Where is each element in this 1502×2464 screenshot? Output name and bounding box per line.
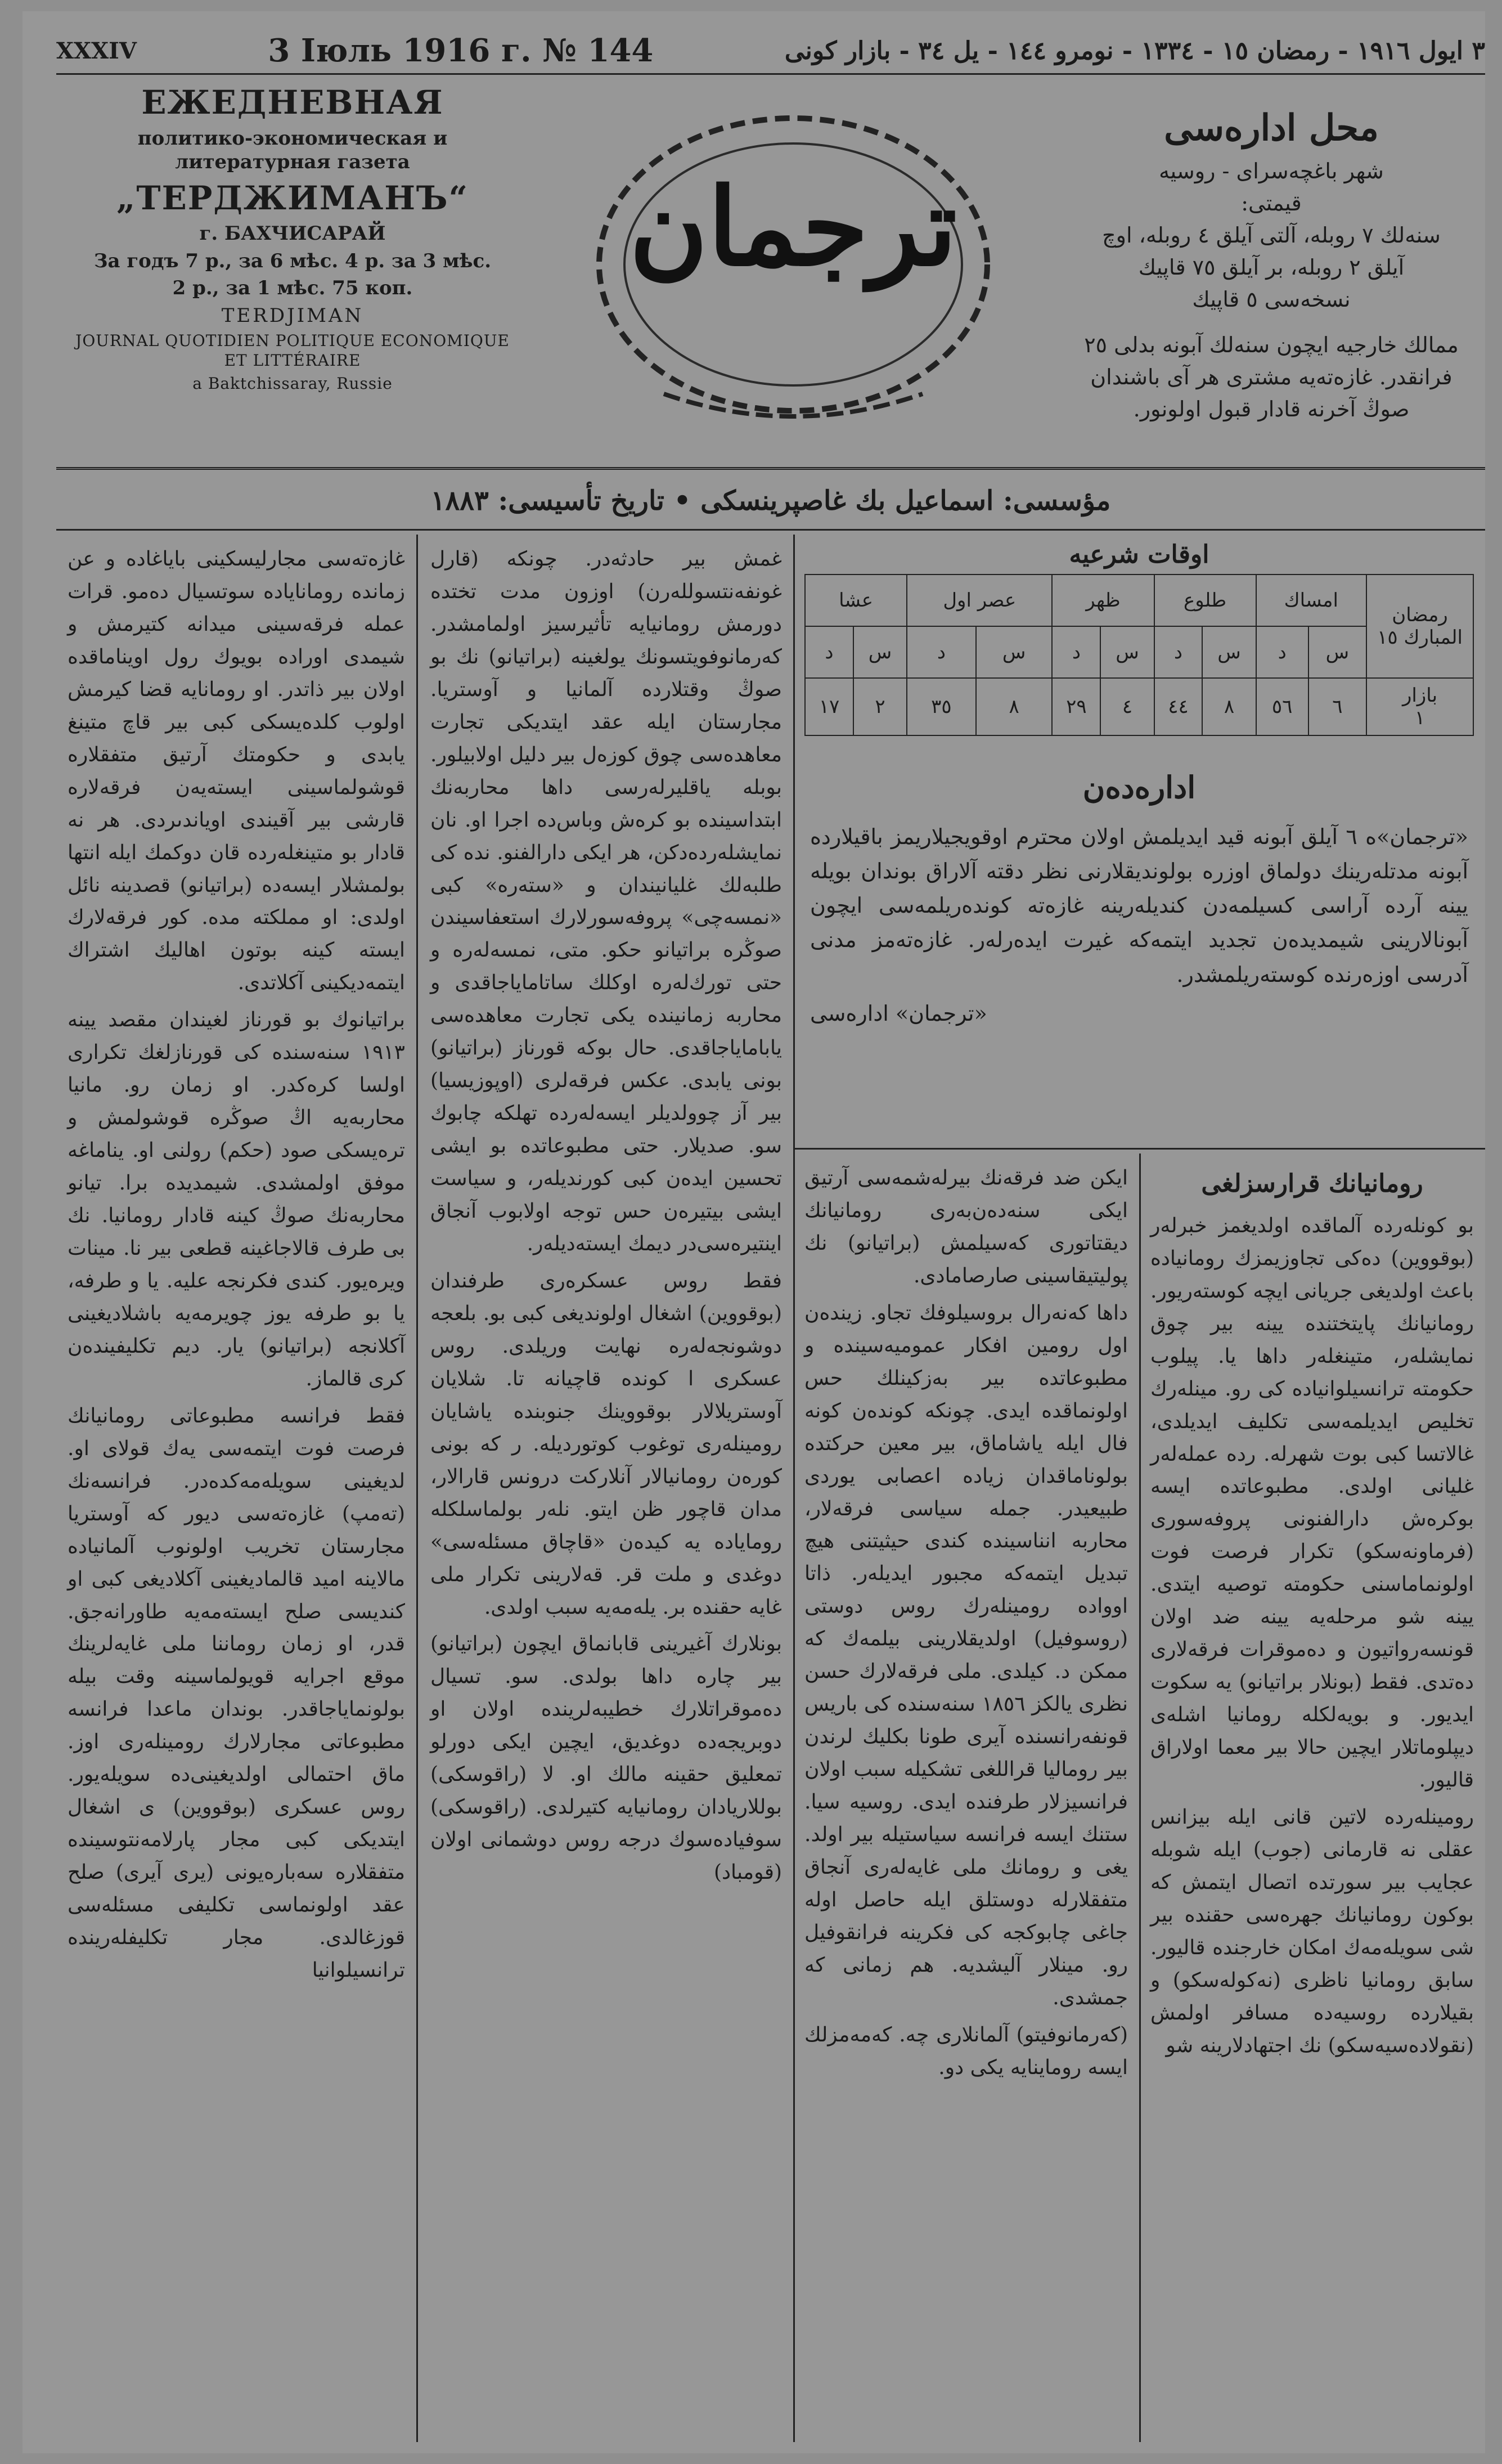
idaredan-body: «ترجمان»ه ٦ آيلق آبونه قيد ايديلمش اولان محترم اوقويجيلاريمز باقيلاردە آبونه مدتلەرينك دولماق اوزرە بولونديقلارنى نظر دقتە آلاراق بوندان بويله يينه آرده آراسى كسيلمه‌دن كنديلەرينه غازه‌تە كوندەريلمه‌سى ايچون آبونالارينى شيمديدەن تجديد ايتمه‌كه غيرت ايدەرلەر. غازه‌تەمز مدنى آدرسى اوزەرنده كوسته‌ريلمشدر.: [810, 824, 1468, 987]
col2-mid: فقط روس عسكرەرى طرفندان (بوقووين) اشغال اولوندیغى كبى بو. بلعجه دوشونجه‌لەرە نهايت وريلدى. روس عسكرى ا كونده قاچيانه تا. شلايان آوستريلالار بوقووينك جنوبنده ياشايان رومينلەرى توغوب كوتوردیلە. ر كه بونى كورەن رومانيالار آنلاركت درونس قارالار، مدان قاچور ظن ايتو. نلەر بولماسلكله روماياده يه كيدەن «قاچاق مسئله‌سى» دوغدى و ملت قر. قەلارينى تكرار ملى غايه حقنده بر. يلەمه‌يه سبب اولدى.: [430, 1269, 782, 1619]
col4-top: ايكن ضد فرقەنك بيرلەشمه‌سى آرتيق ايكى سنه‌دەن‌بەرى رومانيانك ديقتاتورى كەسيلمش (براتيانو) نك پوليتيقاسينى صارصامادى.: [804, 1166, 1128, 1287]
column-3: [1150, 1162, 1474, 2067]
unit-cell: د: [907, 626, 976, 678]
unit-cell: د: [1052, 626, 1100, 678]
value-cell: ٦: [1308, 678, 1366, 735]
office-line-5: نسخه‌سى ٥ قاپيك: [1192, 287, 1351, 312]
times-header-0: امساك: [1256, 575, 1366, 626]
column-4: [804, 1162, 1128, 2089]
col4-mid: داها كەنەرال بروسيلوفك تجاو. زيندەن اول رومين افكار عموميه‌سينده و مطبوعاتده بير بەزكينلك حس اولونماقده ايدى. چونكه كوندەن كونه فال ايله ياشاماق، بير معين حركتده بولوناماقدان زيادە اعصابى يوردى طبيعيدر. جمله سياسى فرقەلار، محاربه انناسينده كندى حيثيتنى هيچ تبديل ايتمه‌كه مجبور ايدیلەر. ذاتا اووادە رومينلەرك روس دوستى (روسوفيل) اولديقلارينى بيلمه‌ك كه ممكن د. كيلدى. ملى فرقەلارك حسن نظرى يالكز ١٨٥٦ سنه‌سنده كى باريس قونفه‌رانسندە آيرى طونا بكليك لرندن بير روماليا قراللغى تشكيله سبب اولان فرانسيزلار طرفنده ايدى. روسيه سيا. ستنك ايسه فرانسه سياستيله بير اولد. يغى و رومانك ملى غايه‌لەرى آنجاق متفقلارله دوستلق ايله حاصل اوله جاغى چابوكجه كى فكرينه فرانقوفيل رو. مينلار آليشديه. هم زمانى كه جمشدى.: [804, 1301, 1128, 2009]
masthead-title-logo: [579, 79, 1007, 456]
masthead-line-7: JOURNAL QUOTIDIEN POLITIQUE ECONOMIQUE ET LITTÉRAIRE: [75, 331, 510, 370]
idaredan-signature: «ترجمان» ادارەسى: [810, 1000, 987, 1026]
value-cell: ٤: [1100, 678, 1154, 735]
times-day-label: بازار: [1402, 684, 1438, 707]
col2-bot: بونلارك آغيرينى قابانماق ايچون (براتيانو) بير چاره داها بولدى. سو. تسيال ده‌موقراتلارك خطيبه‌لرينده اولان او دوبريجه‌ده دوغديق، ايچين ايكى دورلو تمعليق حقينه مالك او. لا (راقوسكى) بوللاريادان رومانيايه كتيرلدى. (راقوسكى) سوفياده‌سوك درجه روس دوشمانى اولان (قومباد): [430, 1632, 782, 1884]
office-title: محل ادارەسى: [1164, 107, 1379, 149]
table-row: [805, 575, 1473, 626]
value-cell: ٤٤: [1154, 678, 1203, 735]
times-date: رمضان المبارك ١٥: [1366, 575, 1473, 678]
masthead-line-1: политико-экономическая и литературная газета: [137, 127, 448, 173]
masthead-left: [62, 79, 523, 467]
issue-roman: XXXIV: [56, 37, 137, 64]
value-cell: ٢: [853, 678, 907, 735]
col1-mid: براتيانوك بو قورناز لغيندان مقصد يينه ١٩١٣ سنه‌سنده كى قورنازلغك تكرارى اولسا كرەكدر. او زمان رو. مانيا محاربه‌يه اڭ صوڭره قوشولمش و تره‌يسكى صود (حكم) رولنى او. يناماغه موفق اولمشدى. شيمديدە برا. تيانو محاربه‌نك صوڭ كينه قادار رومانيا. نك بى طرف قالاجاغينه قطعى بير نا. مينات ويره‌يور. كندى فكرنجه عليه. يا و طرفه، يا بو طرفه يوز چويرمه‌يه باشلاديغينى آكلانجه (براتيانو) يار. ديم تكليفيندەن كرى قالماز.: [68, 1008, 405, 1390]
value-cell: ٨: [1202, 678, 1256, 735]
unit-cell: د: [805, 626, 853, 678]
idaredan-notice: [810, 760, 1468, 1035]
col3-p1: بو كونلەرده آلماقده اولديغمز خبرلەر (بوقووين) دەكى تجاوزیمزك رومانياده باعث اولديغى جريانى ايچه كوستەريور. رومانيانك پايتختنده يينه بير چوق نمايشلەر، متينغلەر داها يا. پيلوب حكومته ترانسيلوانياده كى رو. مينلەرك تخليص ايديلمه‌سى تكليف ايديلدى، غالاتسا كبى بوت شهرلە. رده عمله‌لەر غليانى اولدى. مطبوعاتده ايسه بوكرەش دارالفنونى پروفه‌سورى (فرماونەسكو) تكرار فرصت فوت اولونماماسنى حكومته توصيه ايتدى. يينه شو مرحله‌يه يينه ضد اولان قونسه‌رواتيون و دەموقرات فرقەلارى ده‌تدى. فقط (بونلار براتيانو) يه سكوت ايديور. و بويەلكله رومانيا اشله‌ى ديپلوماتلار ايچين حالا بير معما اولاراق قاليور.: [1150, 1214, 1474, 1792]
masthead-line-3: г. БАХЧИСАРАЙ: [199, 222, 386, 245]
prayer-times-title: اوقات شرعيه: [1069, 540, 1209, 569]
value-cell: ٥٦: [1256, 678, 1308, 735]
times-header-3: عصر اول: [907, 575, 1052, 626]
times-header-2: ظهر: [1052, 575, 1154, 626]
col3-p2: رومينلەرده لاتين قانى ايله بيزانس عقلى نه قارمانى (جوب) ايله شوبله عجايب بير سورتده اتصال ايتمش كه بوكون رومانيانك جهرەسى حقنده بير شى سويلەمەك امكان خارجنده قاليور. سابق رومانيا ناظرى (نه‌كوله‌سكو) و بقيلارده روسيه‌ده مسافر اولمش (نقولادەسيه‌سكو) نك اجتهادلارينه شو: [1150, 1805, 1474, 2057]
prayer-times-table: [804, 574, 1474, 736]
col1-top: غازه‌تەسى مجارليسكينى باياغادە و عن زمانده روماناياده سوتسيال دەمو. قرات عمله فرقەسينى ميدانه كتيرمش و شيمدى اورادە بويوك رول اويناماقدە اولان بير ذاتدر. او رومانايه قضا كيرمش اولوب كلدەيسكى كبى بير قاچ متينغ يابدى و حكومتك آرتيق متفقلارە قوشولماسينى ايستەيەن فرقەلارە قارشى بير آقيندى اوياندىردى. هر نه قادار بو متينغلەردە قان دوكمك ايله انتها بولمشلار ايسەدە (براتيانو) قصدينه نائل اولدى: او مملكته مدە. كور فرقەلارك ايسته كينه بوتون اهاليك اشتراك ايتمه‌دیكينى آكلاتدى.: [68, 547, 405, 995]
founder-line: مؤسسى: اسماعيل بك غاصپرينسكى • تاريخ تأسيسى: ١٨٨٣: [56, 473, 1485, 531]
date-ar: ٣ ايول ١٩١٦ - رمضان ١٥ - ١٣٣٤ - نومرو ١٤٤ - يل ٣٤ - بازار كونى: [784, 36, 1485, 65]
title-ar: ترجمان: [629, 164, 957, 290]
column-1: [68, 543, 405, 1991]
masthead-line-6: TERDJIMAN: [221, 304, 364, 327]
seal-logo: [579, 79, 1007, 456]
masthead: [56, 79, 1485, 470]
idaredan-title: ادارەدەن: [1082, 769, 1196, 805]
newspaper-page: [23, 11, 1485, 2453]
masthead-line-0: ЕЖЕДНЕВНАЯ: [141, 83, 444, 122]
col4-bot: (كەرمانوفيتو) آلمانلارى چه. كەمه‌مزلك ايسه روماينايه يكى دو.: [804, 2023, 1128, 2079]
unit-cell: س: [1308, 626, 1366, 678]
office-line-6: ممالك خارجيه ايچون سنه‌لك آبونه بدلى ٢٥: [1084, 333, 1459, 357]
unit-cell: س: [1100, 626, 1154, 678]
masthead-line-2: „ТЕРДЖИМАНЪ“: [116, 178, 469, 217]
office-line-2: قيمتى:: [1241, 191, 1302, 216]
unit-cell: د: [1154, 626, 1203, 678]
column-rule-3: [1139, 1154, 1141, 2442]
value-cell: ٨: [976, 678, 1053, 735]
masthead-line-4: За годъ 7 р., за 6 мѣс. 4 р. за 3 мѣс.: [93, 249, 492, 272]
times-header-4: عشا: [805, 575, 907, 626]
column-2: [430, 543, 782, 1893]
article-title: رومانيانك قرارسزلغى: [1201, 1169, 1423, 1198]
header-strip: [56, 28, 1485, 75]
office-line-4: آيلق ٢ روبله، بر آيلق ٧٥ قاپيك: [1138, 255, 1405, 280]
section-rule: [793, 1148, 1485, 1150]
unit-cell: د: [1256, 626, 1308, 678]
masthead-right: [1069, 101, 1474, 425]
col1-bot: فقط فرانسه مطبوعاتى رومانيانك فرصت فوت ايتمه‌سى يەك قولاى او. لديغينى سويله‌مه‌كدەدر. فرانسەنك (تەمپ) غازه‌تەسى ديور كه آوستريا مجارستان تخريب اولونوب آلمانيادە مالاينه اميد قالماديغينى آكلاديغى كبى او كنديسى صلح ايسته‌مه‌يه طاورانەجق. قدر، او زمان روماننا ملى غايه‌لرينك موقع اجرايه قويولماسينه وقت بيله بولونماياجاقدر. بوندان ماعدا فرانسه مطبوعاتى مجارلارك رومينلەرى اوز. ماق احتمالى اولديغينى‌ده سويلەيور. روس عسكرى (بوقووين) ى اشغال ايتدیكى كبى مجار پارلامه‌نتوسينده متفقلاره سەبارە‌یونى (يرى آيرى) صلح عقد اولونماسى تكليفى مسئله‌سى قوزغالدى. مجار تكليفلەريندە ترانسيلوانيا: [68, 1404, 405, 1982]
date-ru: 3 Іюль 1916 г. № 144: [268, 32, 654, 69]
table-row: [805, 678, 1473, 735]
col2-top: غمش بير حادثه‌در. چونكه (قارل غونفه‌نتسولله‌رن) اوزون مدت تختده دورمش رومانيايه تأثيرسيز اولمامشدر. كەرمانوفويتسونك يولغينه (براتيانو) نك بو صوڭ وقتلاردە آلمانيا و آوستريا. مجارستان ايله عقد ايتديكى تجارت معاهده‌سى چوق كوزەل بير دليل اولابيلور. بوبله ياقليرلەرسى داها محاربه‌نك ابتداسينده بو كرەش وباس‌ده اجرا او. نان نمايشلەرده‌دكن، هر ايكى دارالفنو. نده كى طلبه‌لك غليانيندان و «ستەرە» كبى «نمسەچى» پروفه‌سورلارك استعفاسيندن صوڭره براتيانو حكو. متى، نمسەلەرە و حتى تورك‌لەرە اوكلك ساتاماياجاقدى و محاربه زمانينده يكى تجارت معاهده‌سى يابامایاجاقدى. حال بوكه قورناز (براتيانو) بونى يابدى. عكس فرقه‌لرى (اوپوزيسيا) بير آز چوولديلر ايسه‌لەردە تهلكه چابوك سو. صديلار. حتى مطبوعاتده بو ايشى تحسين ايدەن كبى كورنديلەر، و سياست ايشى بيتيره‌ن حس توجه اولابوب آنجاق اينتيره‌سى‌در ديمك ايسته‌دیلەر.: [430, 547, 782, 1256]
office-line-8: صوڭ آخرنه قادار قبول اولونور.: [1133, 397, 1410, 421]
times-day-num: ١: [1414, 707, 1425, 729]
value-cell: ٢٩: [1052, 678, 1100, 735]
unit-cell: س: [976, 626, 1053, 678]
column-rule-1: [416, 535, 418, 2442]
unit-cell: س: [1202, 626, 1256, 678]
masthead-line-8: a Baktchissaray, Russie: [192, 374, 393, 393]
unit-cell: س: [853, 626, 907, 678]
masthead-line-5: 2 р., за 1 мѣс. 75 коп.: [172, 277, 413, 299]
column-rule-2: [793, 535, 795, 2442]
office-line-7: فرانقدر. غازه‌تەيه مشترى هر آى باشندان: [1090, 365, 1452, 389]
times-header-1: طلوع: [1154, 575, 1256, 626]
office-line-3: سنه‌لك ٧ روبله، آلتى آيلق ٤ روبله، اوچ: [1102, 223, 1441, 248]
times-day: [1366, 678, 1473, 735]
value-cell: ٣٥: [907, 678, 976, 735]
value-cell: ١٧: [805, 678, 853, 735]
office-line-1: شهر باغچەسراى - روسيه: [1159, 159, 1384, 183]
